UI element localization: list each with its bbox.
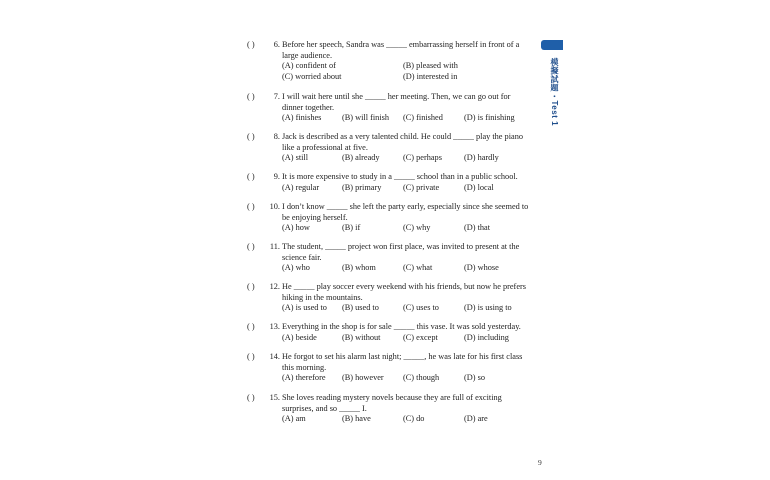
question-stem (282, 132, 524, 153)
option-c: (C) why (403, 223, 431, 232)
stem-line: I will wait here until she _____ her meeting. Then, we can go out for (282, 92, 511, 101)
stem-line: Everything in the shop is for sale _____ this vase. It was sold yesterday. (282, 322, 521, 331)
answer-blank[interactable]: ( ) (247, 132, 255, 141)
question-stem (282, 393, 524, 414)
option-a: (A) beside (282, 333, 317, 342)
option-d: (D) is finishing (464, 113, 515, 122)
page-number: 9 (538, 458, 542, 467)
question-stem (282, 322, 524, 333)
stem-line: I don’t know _____ she left the party early, especially since she seemed to (282, 202, 529, 211)
answer-blank[interactable]: ( ) (247, 242, 255, 251)
option-a: (A) am (282, 414, 306, 423)
question-stem (282, 92, 524, 113)
stem-line: Jack is described as a very talented child. He could _____ play the piano (282, 132, 523, 141)
option-a: (A) regular (282, 183, 320, 192)
answer-blank[interactable]: ( ) (247, 92, 255, 101)
answer-blank[interactable]: ( ) (247, 282, 255, 291)
option-b: (B) without (342, 333, 381, 342)
options-row (282, 303, 532, 314)
option-a: (A) confident of (282, 61, 336, 70)
stem-line: The student, _____ project won first place, was invited to present at the (282, 242, 520, 251)
question-number: 15. (269, 393, 280, 402)
stem-line: be enjoying herself. (282, 212, 348, 222)
options-row (282, 61, 532, 72)
section-side-label: 模擬試題・Test 1 (550, 58, 559, 127)
options-row (282, 414, 532, 425)
option-a: (A) still (282, 153, 309, 162)
stem-line: like a professional at five. (282, 142, 368, 152)
stem-line: He forgot to set his alarm last night; _____, he was late for his first class (282, 352, 523, 361)
options-row (282, 113, 532, 124)
question-stem (282, 172, 524, 183)
option-b: (B) already (342, 153, 380, 162)
question-stem (282, 352, 524, 373)
option-a: (A) therefore (282, 373, 326, 382)
answer-blank[interactable]: ( ) (247, 322, 255, 331)
option-c: (C) though (403, 373, 440, 382)
option-d: (D) are (464, 414, 488, 423)
question-stem (282, 282, 524, 303)
options-row (282, 72, 532, 83)
option-d: (D) local (464, 183, 494, 192)
stem-line: She loves reading mystery novels because they are full of exciting (282, 393, 502, 402)
option-d: (D) interested in (403, 72, 458, 81)
stem-line: hiking in the mountains. (282, 292, 363, 302)
option-b: (B) used to (342, 303, 379, 312)
option-b: (B) pleased with (403, 61, 458, 70)
stem-line: It is more expensive to study in a _____ school than in a public school. (282, 172, 518, 181)
option-d: (D) hardly (464, 153, 499, 162)
question-number: 10. (269, 202, 280, 211)
option-b: (B) will finish (342, 113, 390, 122)
option-c: (C) uses to (403, 303, 439, 312)
answer-blank[interactable]: ( ) (247, 393, 255, 402)
question-stem (282, 202, 529, 223)
option-d: (D) is using to (464, 303, 512, 312)
option-c: (C) except (403, 333, 438, 342)
answer-blank[interactable]: ( ) (247, 172, 255, 181)
option-a: (A) finishes (282, 113, 322, 122)
option-b: (B) whom (342, 263, 376, 272)
question-stem (282, 242, 524, 263)
option-c: (C) private (403, 183, 440, 192)
option-c: (C) do (403, 414, 425, 423)
stem-line: large audience. (282, 50, 333, 60)
answer-blank[interactable]: ( ) (247, 40, 255, 49)
options-row (282, 153, 532, 164)
question-number: 6. (273, 40, 280, 49)
option-b: (B) have (342, 414, 371, 423)
options-row (282, 333, 532, 344)
stem-line: Before her speech, Sandra was _____ embarrassing herself in front of a (282, 40, 520, 49)
option-a: (A) is used to (282, 303, 327, 312)
option-b: (B) however (342, 373, 384, 382)
section-tab-marker (541, 40, 563, 50)
stem-line: this morning. (282, 362, 327, 372)
option-a: (A) who (282, 263, 310, 272)
option-b: (B) primary (342, 183, 382, 192)
option-c: (C) what (403, 263, 433, 272)
option-d: (D) so (464, 373, 485, 382)
question-number: 12. (269, 282, 280, 291)
option-d: (D) including (464, 333, 509, 342)
option-c: (C) perhaps (403, 153, 442, 162)
option-c: (C) worried about (282, 72, 342, 81)
question-number: 11. (269, 242, 280, 251)
question-number: 13. (269, 322, 280, 331)
options-row (282, 183, 532, 194)
option-a: (A) how (282, 223, 310, 232)
stem-line: science fair. (282, 252, 322, 262)
question-number: 7. (273, 92, 280, 101)
question-stem (282, 40, 524, 61)
question-number: 8. (273, 132, 280, 141)
answer-blank[interactable]: ( ) (247, 352, 255, 361)
stem-line: surprises, and so _____ I. (282, 403, 367, 413)
option-d: (D) whose (464, 263, 499, 272)
option-c: (C) finished (403, 113, 443, 122)
options-row (282, 223, 532, 234)
stem-line: He _____ play soccer every weekend with his friends, but now he prefers (282, 282, 526, 291)
option-b: (B) if (342, 223, 361, 232)
options-row (282, 263, 532, 274)
options-row (282, 373, 532, 384)
answer-blank[interactable]: ( ) (247, 202, 255, 211)
question-number: 9. (273, 172, 280, 181)
option-d: (D) that (464, 223, 491, 232)
question-number: 14. (269, 352, 280, 361)
stem-line: dinner together. (282, 102, 335, 112)
